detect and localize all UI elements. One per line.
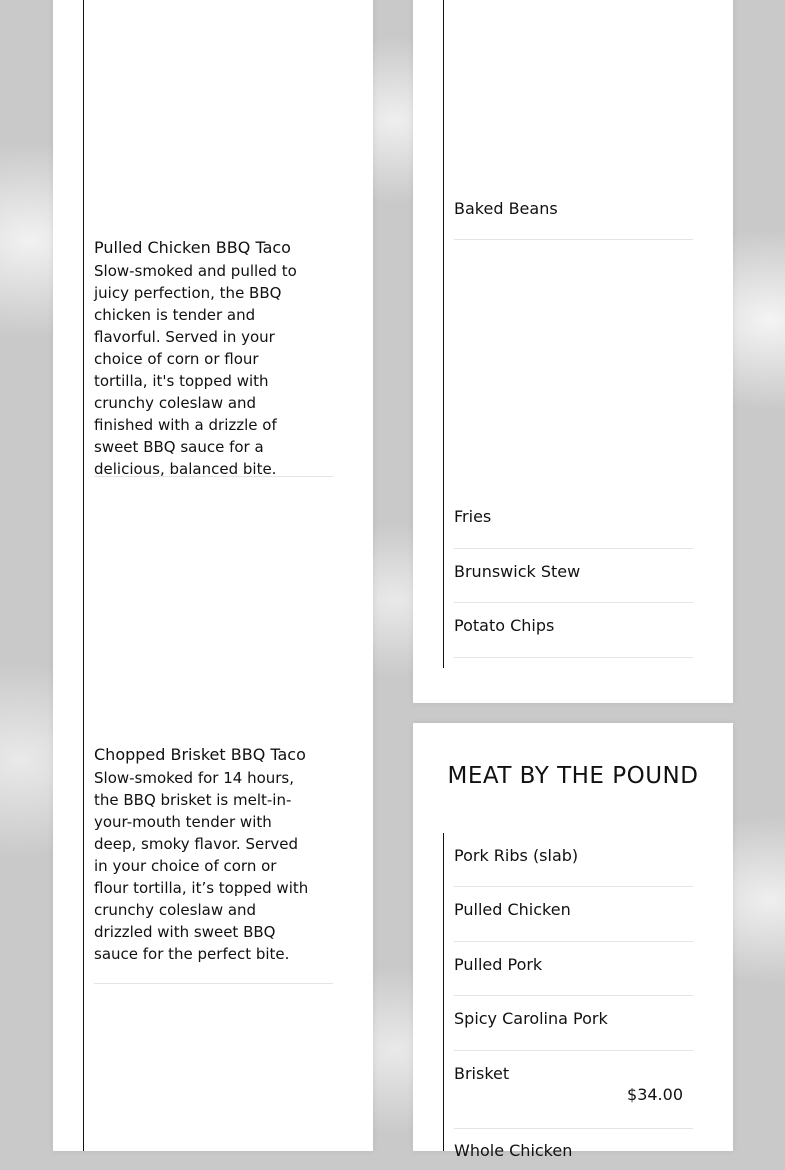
menu-item-pork-ribs[interactable]: [454, 845, 693, 887]
menu-item-name: Pulled Chicken: [454, 900, 571, 919]
pulled-chicken-taco-image: [94, 0, 333, 232]
card-divider-line: [443, 0, 444, 668]
menu-item-name: Chopped Brisket BBQ Taco: [94, 745, 306, 764]
menu-item-brunswick-stew[interactable]: [454, 561, 693, 603]
menu-item-name: Potato Chips: [454, 616, 555, 635]
tacos-menu-card: [53, 0, 373, 1151]
menu-item-brisket[interactable]: [454, 1063, 693, 1129]
chopped-brisket-taco-image: [94, 490, 333, 740]
menu-item-name: Pork Ribs (slab): [454, 846, 579, 865]
menu-item-description: Slow-smoked for 14 hours, the BBQ brisket is melt-in-your-mouth tender with deep, smoky flavor. Served in your choice of corn or flour tortilla, it’s topped with crunchy coleslaw and drizzled with sweet BBQ sauce for the perfect bite.: [94, 769, 309, 963]
menu-item-price: $34.00: [627, 1085, 683, 1104]
section-title: MEAT BY THE POUND: [447, 763, 699, 789]
menu-item-baked-beans[interactable]: [454, 198, 693, 240]
menu-item-pulled-chicken[interactable]: [454, 899, 693, 942]
menu-item-name: Baked Beans: [454, 199, 558, 218]
menu-item-name: Brunswick Stew: [454, 562, 581, 581]
menu-item-pulled-chicken-taco[interactable]: [94, 237, 333, 477]
fries-image: [454, 250, 693, 498]
menu-item-description: Slow-smoked and pulled to juicy perfection, the BBQ chicken is tender and flavorful. Served in your choice of corn or flour tortilla, it's topped with crunchy coleslaw and finished with a drizzle of sweet BBQ sauce for a delicious, balanced bite.: [94, 262, 297, 478]
sides-menu-card: [413, 0, 733, 703]
menu-item-whole-chicken[interactable]: [454, 1140, 693, 1170]
menu-item-fries[interactable]: [454, 506, 693, 549]
baked-beans-image: [454, 0, 693, 190]
menu-item-name: Brisket: [454, 1064, 510, 1083]
menu-item-name: Pulled Chicken BBQ Taco: [94, 238, 291, 257]
menu-item-spicy-carolina-pork[interactable]: [454, 1008, 693, 1051]
card-divider-line: [83, 0, 84, 1151]
menu-item-chopped-brisket-taco[interactable]: [94, 744, 333, 984]
menu-item-pulled-pork[interactable]: [454, 954, 693, 996]
menu-item-image: [94, 995, 333, 1151]
menu-item-name: Whole Chicken: [454, 1141, 573, 1160]
menu-item-name: Pulled Pork: [454, 955, 543, 974]
menu-item-potato-chips[interactable]: [454, 615, 693, 658]
menu-item-name: Fries: [454, 507, 492, 526]
meat-by-the-pound-card: [413, 723, 733, 1160]
card-divider-line: [443, 833, 444, 1151]
menu-item-name: Spicy Carolina Pork: [454, 1009, 608, 1028]
